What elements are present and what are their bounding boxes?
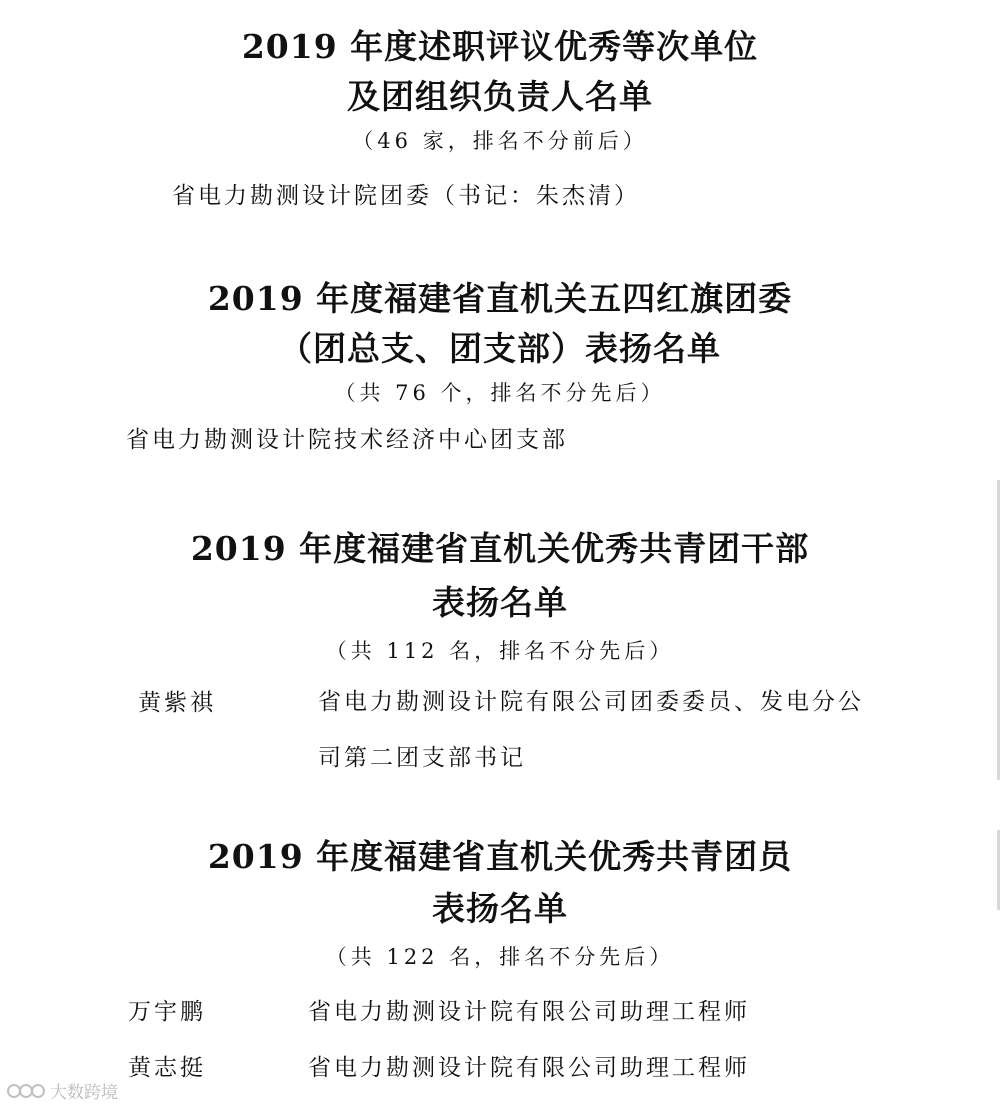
section-2-title-line-2: （团总支、团支部）表扬名单 (279, 329, 721, 368)
section-4-subtitle: （共 122 名，排名不分先后） (325, 945, 675, 969)
section-1-title-line-1: 2019 年度述职评议优秀等次单位 (241, 27, 759, 66)
section-3-title-line-1: 2019 年度福建省直机关优秀共青团干部 (190, 529, 810, 568)
watermark (6, 1078, 118, 1103)
section-2-subtitle: （共 76 个，排名不分先后） (334, 381, 666, 405)
section-4-title-line-2: 表扬名单 (432, 889, 568, 928)
person-description: 省电力勘测设计院有限公司助理工程师 (308, 1055, 750, 1081)
section-4-title-line-1: 2019 年度福建省直机关优秀共青团员 (207, 837, 793, 876)
section-2-entry: 省电力勘测设计院技术经济中心团支部 (126, 427, 568, 453)
section-1-title-line-2: 及团组织负责人名单 (347, 77, 653, 116)
person-description: 省电力勘测设计院有限公司团委委员、发电分公司第二团支部书记 (318, 689, 864, 771)
section-2-title-line-1: 2019 年度福建省直机关五四红旗团委 (207, 279, 793, 318)
person-name: 万宇鹏 (128, 999, 206, 1025)
watermark-text: 大数跨境 (50, 1083, 118, 1103)
logo-icon (6, 1080, 46, 1102)
person-name: 黄志挺 (128, 1055, 206, 1081)
section-1-entry: 省电力勘测设计院团委（书记：朱杰清） (172, 183, 640, 209)
person-name: 黄紫祺 (138, 690, 216, 716)
section-3-title-line-2: 表扬名单 (432, 583, 568, 622)
person-description: 省电力勘测设计院有限公司助理工程师 (308, 999, 750, 1025)
section-1-subtitle: （46 家，排名不分前后） (352, 129, 648, 153)
section-3-subtitle: （共 112 名，排名不分先后） (325, 639, 675, 663)
